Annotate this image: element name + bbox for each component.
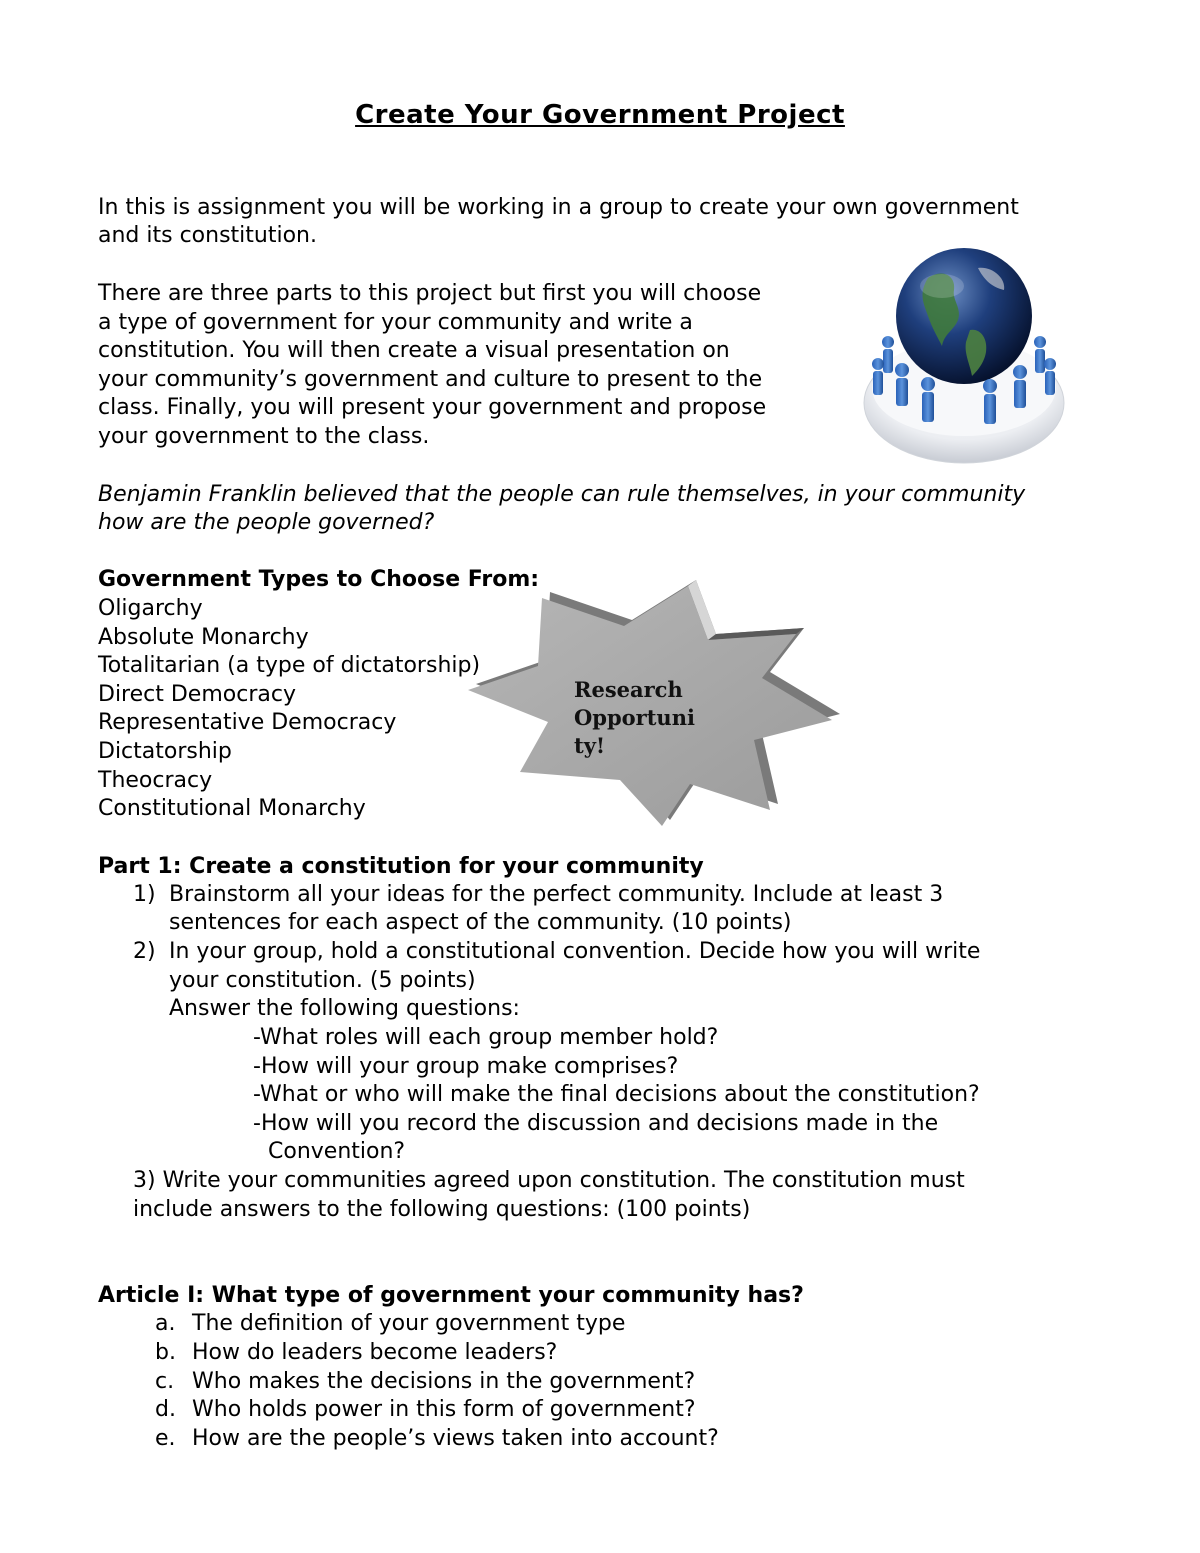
convention-question-continuation: Convention? <box>268 1139 406 1164</box>
article1-item-letter: a. <box>155 1311 176 1336</box>
step1-line-1: Brainstorm all your ideas for the perfect community. Include at least 3 <box>169 882 944 907</box>
page-title: Create Your Government Project <box>355 100 845 130</box>
gov-types-list <box>98 595 480 824</box>
overview-paragraph <box>98 280 766 452</box>
step3-line-2: include answers to the following questions: (100 points) <box>133 1197 751 1222</box>
overview-line: a type of government for your community and write a <box>98 309 693 335</box>
gov-type-item: Constitutional Monarchy <box>98 796 366 822</box>
convention-questions <box>253 1024 980 1138</box>
step3-line-1: 3) Write your communities agreed upon constitution. The constitution must <box>133 1168 965 1193</box>
gov-type-item: Representative Democracy <box>98 710 397 736</box>
convention-question: -How will you record the discussion and decisions made in the <box>253 1110 939 1136</box>
article1-item-text: Who makes the decisions in the government? <box>192 1369 696 1394</box>
quote-line-2: how are the people governed? <box>98 510 435 535</box>
overview-line: your government to the class. <box>98 423 430 449</box>
convention-question: -How will your group make comprises? <box>253 1053 679 1079</box>
step2-line-2: your constitution. (5 points) <box>169 968 476 993</box>
overview-line: There are three parts to this project but first you will choose <box>98 281 762 306</box>
gov-type-item: Totalitarian (a type of dictatorship) <box>98 653 481 679</box>
overview-line: class. Finally, you will present your government and propose <box>98 395 767 421</box>
gov-type-item: Direct Democracy <box>98 681 296 707</box>
intro-line-1: In this is assignment you will be working in a group to create your own government <box>98 195 1019 220</box>
article1-item-text: The definition of your government type <box>192 1311 626 1336</box>
gov-type-item: Absolute Monarchy <box>98 624 309 650</box>
overview-line: constitution. You will then create a visual presentation on <box>98 338 730 364</box>
convention-question: -What or who will make the final decisions about the constitution? <box>253 1082 980 1108</box>
article1-item-letter: b. <box>155 1340 176 1365</box>
overview-line: your community’s government and culture to present to the <box>98 366 763 392</box>
step2-line-3: Answer the following questions: <box>169 996 520 1021</box>
step1-line-2: sentences for each aspect of the community. (10 points) <box>169 910 792 935</box>
gov-type-item: Dictatorship <box>98 738 232 764</box>
article1-item-text: Who holds power in this form of government? <box>192 1397 696 1422</box>
gov-type-item: Oligarchy <box>98 596 203 621</box>
part1-heading: Part 1: Create a constitution for your community <box>98 854 704 879</box>
gov-types-heading: Government Types to Choose From: <box>98 567 540 592</box>
quote-line-1: Benjamin Franklin believed that the people can rule themselves, in your community <box>98 482 1026 507</box>
article1-item-letter: e. <box>155 1426 176 1451</box>
convention-question: -What roles will each group member hold? <box>253 1025 719 1050</box>
article1-heading: Article I: What type of government your community has? <box>98 1283 804 1308</box>
article1-item-letter: d. <box>155 1397 176 1422</box>
article1-item-text: How are the people’s views taken into account? <box>192 1426 719 1451</box>
research-star-label: Research Opportunity! <box>574 677 695 758</box>
gov-type-item: Theocracy <box>98 767 213 793</box>
article1-item-letter: c. <box>155 1369 175 1394</box>
globe-people-illustration <box>858 238 1070 466</box>
step2-line-1: In your group, hold a constitutional convention. Decide how you will write <box>169 939 981 964</box>
article1-item-text: How do leaders become leaders? <box>192 1340 558 1365</box>
step2-number: 2) <box>133 939 156 964</box>
step1-number: 1) <box>133 882 156 907</box>
intro-line-2: and its constitution. <box>98 223 317 248</box>
